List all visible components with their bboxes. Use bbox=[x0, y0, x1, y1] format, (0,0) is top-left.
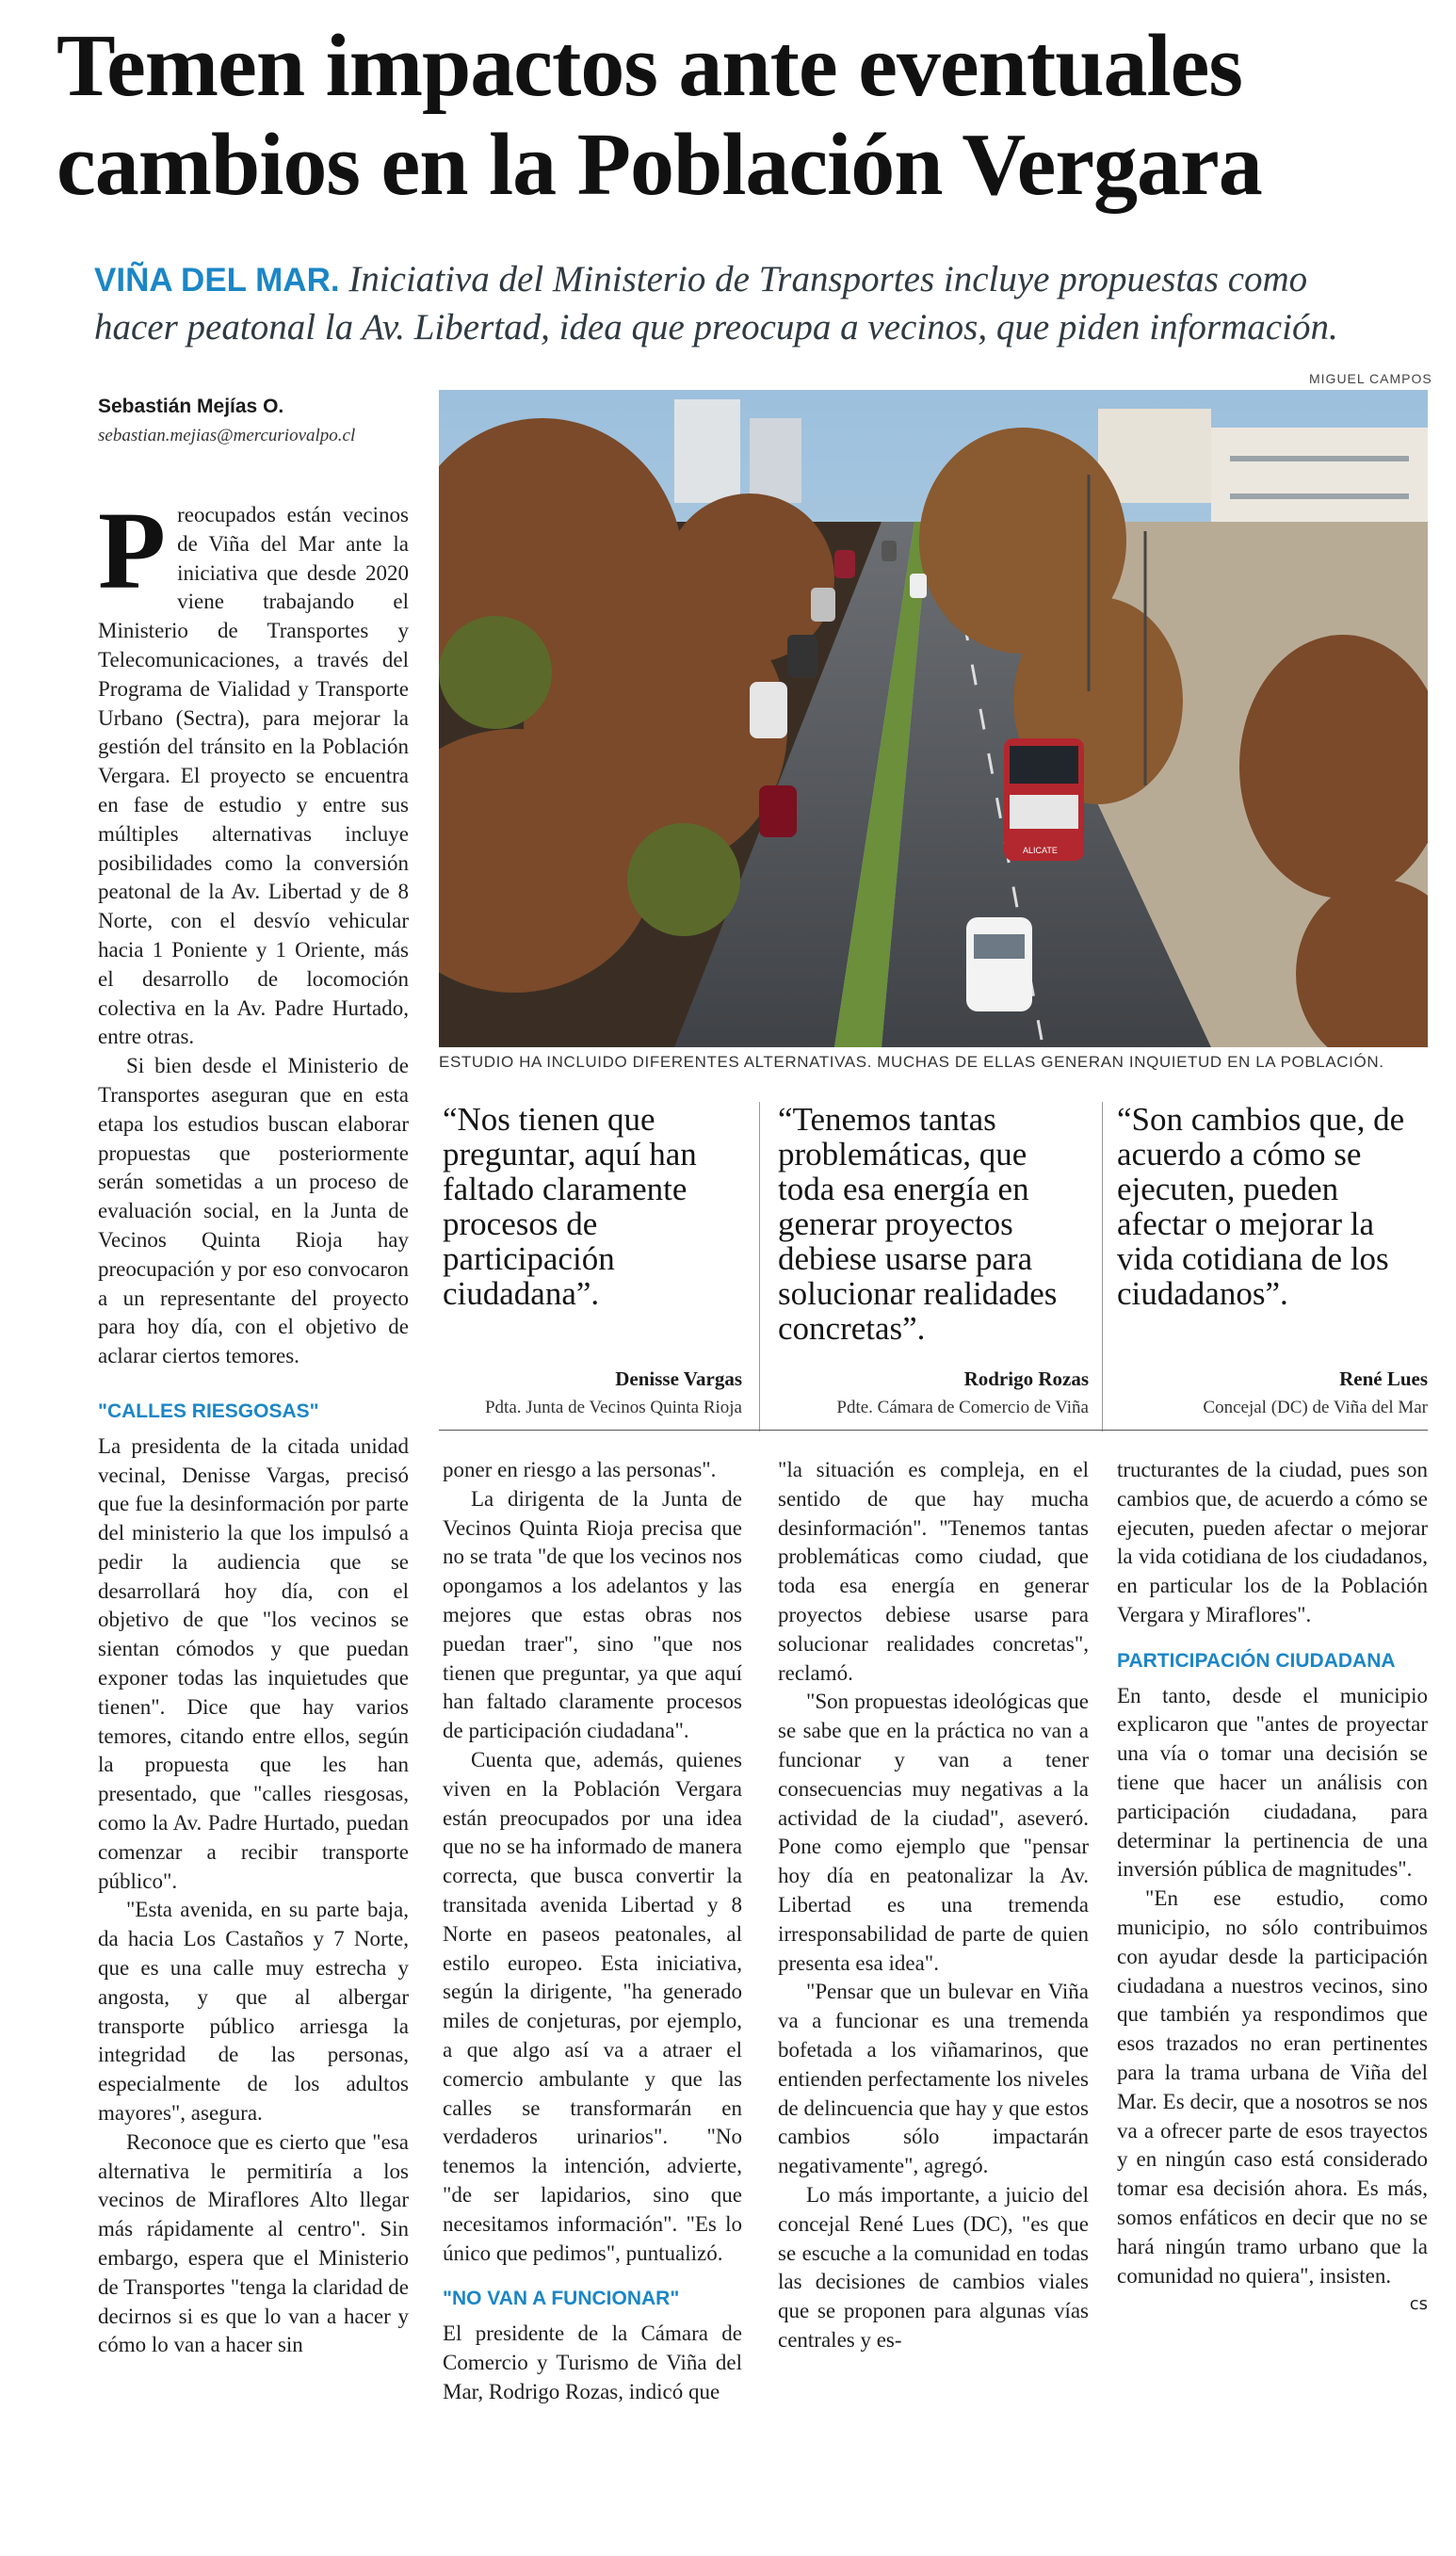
col3-paragraph-4: Lo más importante, a juicio del concejal René Lues (DC), "es que se escuche a la comunidad en todas las decisiones de cambios viales que se proponen para algunas vías centrales y es- bbox=[778, 2182, 1089, 2352]
bus bbox=[1004, 738, 1084, 861]
col2-paragraph-2: La dirigenta de la Junta de Vecinos Quinta Rioja precisa que no se trata "de que los vecinos nos opongamos a los adelantos y las mejores que estas obras nos puedan traer", sino "que nos tienen que preguntar, ya que aquí han faltado claramente procesos de participación ciudadana". bbox=[443, 1486, 742, 1743]
pull-quote-2: “Tenemos tantas problemáticas, que toda esa energía en generar proyectos debiese usarse para solucionar realidades concretas”. bbox=[778, 1101, 1058, 1347]
quote-rule bbox=[439, 1430, 1428, 1431]
headline-line-1: Temen impactos ante eventuales bbox=[57, 17, 1242, 115]
quote-separator bbox=[759, 1102, 760, 1432]
col1-paragraph-5: Reconoce que es cierto que "esa alternativa le permitiría a los vecinos de Miraflores Alto llegar más rápidamente al centro". Sin embargo, espera que el Ministerio de Transportes "tenga la claridad de decirnos si es que lo van a hacer y cómo lo van a hacer sin bbox=[98, 2129, 409, 2357]
byline-email: sebastian.mejias@mercuriovalpo.cl bbox=[98, 426, 356, 445]
deck-line-2: hacer peatonal la Av. Libertad, idea que preocupa a vecinos, que piden información. bbox=[94, 307, 1338, 348]
pull-quote-3-name: René Lues bbox=[1339, 1367, 1428, 1390]
byline-author: Sebastián Mejías O. bbox=[98, 396, 284, 417]
photo-caption: ESTUDIO HA INCLUIDO DIFERENTES ALTERNATIVAS. MUCHAS DE ELLAS GENERAN INQUIETUD EN LA POBLACIÓN. bbox=[439, 1053, 1384, 1071]
col2-paragraph-3: Cuenta que, además, quienes viven en la Población Vergara están preocupados por una idea que no se ha informado de manera correcta, que busca convertir la transitada avenida Libertad y 8 Norte en paseos peatonales, al estilo europeo. Esta iniciativa, según la dirigente, "ha generado miles de conjeturas, por ejemplo, a que algo así va a atraer el comercio ambulante y que las calles se transformarán en verdaderos urinarios". "No tenemos la intención, advierte, "de ser lapidarios, sino que necesitamos información". "Es lo único que pedimos", puntualizó. bbox=[443, 1747, 742, 2265]
column-1 bbox=[98, 489, 409, 2360]
bus-label: ALICATE bbox=[1023, 846, 1058, 855]
photo-credit: MIGUEL CAMPOS bbox=[1309, 371, 1432, 386]
quote-separator bbox=[1102, 1102, 1103, 1432]
subhead-participacion-ciudadana: PARTICIPACIÓN CIUDADANA bbox=[1117, 1649, 1396, 1672]
pull-quote-2-role: Pdte. Cámara de Comercio de Viña bbox=[836, 1398, 1089, 1417]
col3-paragraph-1: "la situación es compleja, en el sentido de que hay mucha desinformación". "Tenemos tantas problemáticas como ciudad, que toda esa energía en generar proyectos debiese usarse para solucionar realidades concretas", reclamó. bbox=[778, 1458, 1089, 1685]
col2-paragraph-4: El presidente de la Cámara de Comercio y Turismo de Viña del Mar, Rodrigo Rozas, indicó que bbox=[443, 2321, 742, 2403]
col3-paragraph-3: "Pensar que un bulevar en Viña va a funcionar es una tremenda bofetada a los viñamarinos, que entienden perfectamente los niveles de delincuencia que hay y que estos cambios sólo impactarán negativamente", agregó. bbox=[778, 1980, 1089, 2178]
pull-quote-3-role: Concejal (DC) de Viña del Mar bbox=[1203, 1398, 1428, 1417]
column-3 bbox=[778, 1456, 1089, 2355]
deck-line-1: Iniciativa del Ministerio de Transportes incluye propuestas como bbox=[348, 259, 1308, 299]
col2-paragraph-1: poner en riesgo a las personas". bbox=[443, 1458, 717, 1481]
col1-paragraph-2: Si bien desde el Ministerio de Transportes aseguran que en esta etapa los estudios buscan elaborar propuestas que posteriormente serán sometidas a un proceso de evaluación social, en la Junta de Vecinos Quinta Rioja hay preocupación y por eso convocaron a un representante del proyecto para hoy día, con el objetivo de aclarar ciertos temores. bbox=[98, 1054, 409, 1368]
pull-quote-1-name: Denisse Vargas bbox=[615, 1367, 742, 1390]
col1-paragraph-1: reocupados están vecinos de Viña del Mar ante la iniciativa que desde 2020 viene trabajando el Ministerio de Transportes y Telecomunicaciones, a través del Programa de Vialidad y Transporte Urbano (Sectra), para mejorar la gestión del tránsito en la Población Vergara. El proyecto se encuentra en fase de estudio y entre sus múltiples alternativas incluye posibilidades como la conversión peatonal de la Av. Libertad y de 8 Norte, con el desvío vehicular hacia 1 Poniente y 1 Oriente, más el desarrollo de locomoción colectiva en la Av. Padre Hurtado, entre otras. bbox=[98, 503, 409, 1049]
column-2 bbox=[443, 1456, 742, 2407]
col1-paragraph-3: La presidenta de la citada unidad vecinal, Denisse Vargas, precisó que fue la desinformación por parte del ministerio la que los impulsó a pedir la audiencia que se desarrollará hoy día, con el objetivo de que "los vecinos se sientan cómodos y que puedan exponer todas las inquietudes que tienen". Dice que hay varios temores, citando entre ellos, según la propuesta que les han presentado, que "calles riesgosas, como la Av. Padre Hurtado, puedan comenzar a recibir transporte público". bbox=[98, 1433, 409, 1893]
subhead-no-van-a-funcionar: "NO VAN A FUNCIONAR" bbox=[443, 2288, 680, 2310]
col4-paragraph-2: En tanto, desde el municipio explicaron que "antes de proyectar una vía o tomar una decisión se tiene que hacer un análisis con participación ciudadana, para determinar la pertinencia de una inversión pública de magnitudes". bbox=[1117, 1683, 1428, 1882]
headline bbox=[57, 17, 1413, 215]
street-photo bbox=[439, 390, 1428, 1047]
pull-quote-1: “Nos tienen que preguntar, aquí han faltado claramente procesos de participación ciudadana”. bbox=[443, 1101, 697, 1312]
col1-paragraph-4: "Esta avenida, en su parte baja, da hacia Los Castaños y 7 Norte, que es una calle muy estrecha y angosta, y que al albergar transporte público arriesga la integridad de las personas, especialmente de los adultos mayores", asegura. bbox=[98, 1898, 409, 2126]
col4-paragraph-3: "En ese estudio, como municipio, no sólo contribuimos con ayudar desde la participación ciudadana a nuestros vecinos, sino que también ya respondimos que esos trazados no eran pertinentes para la trama urbana de Viña del Mar. Es decir, que a nosotros se nos va a ofrecer parte de esos trayectos y en ningún caso está considerado tomar esa decisión ahora. Es más, somos enfáticos en decir que no se hará ningún tramo urbano que la comunidad no quiera", insisten. bbox=[1117, 1886, 1428, 2288]
street-illustration bbox=[439, 390, 1428, 1047]
pull-quote-2-name: Rodrigo Rozas bbox=[963, 1367, 1089, 1390]
col4-paragraph-1: tructurantes de la ciudad, pues son cambios que, de acuerdo a cómo se ejecuten, pueden afectar o mejorar la vida cotidiana de los ciudadanos, en particular los de la Población Vergara y Miraflores". bbox=[1117, 1458, 1428, 1626]
deck bbox=[94, 256, 1432, 351]
end-mark: cs bbox=[1409, 2294, 1428, 2315]
headline-line-2: cambios en la Población Vergara bbox=[57, 116, 1262, 214]
subhead-calles-riesgosas: "CALLES RIESGOSAS" bbox=[98, 1399, 319, 1422]
deck-place: VIÑA DEL MAR. bbox=[94, 262, 340, 299]
pull-quote-1-role: Pdta. Junta de Vecinos Quinta Rioja bbox=[484, 1398, 742, 1417]
pull-quote-3: “Son cambios que, de acuerdo a cómo se ejecuten, pueden afectar o mejorar la vida cotidiana de los ciudadanos”. bbox=[1117, 1101, 1405, 1312]
column-4 bbox=[1117, 1456, 1428, 2320]
drop-cap: P bbox=[98, 489, 167, 612]
col3-paragraph-2: "Son propuestas ideológicas que se sabe que en la práctica no van a funcionar y van a tener consecuencias muy negativas a la actividad de la ciudad", aseveró. Pone como ejemplo que "pensar hoy día en peatonalizar la Av. Libertad es una tremenda irresponsabilidad de parte de quien presenta esa idea". bbox=[778, 1690, 1089, 1975]
